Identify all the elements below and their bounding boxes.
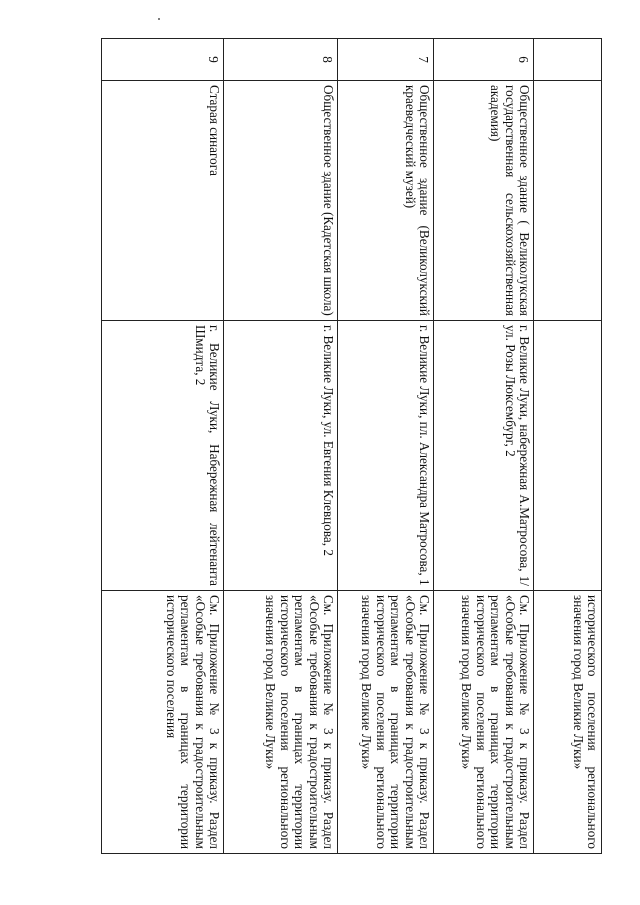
object-name <box>534 81 602 321</box>
row-number: 8 <box>224 39 338 81</box>
scan-speck <box>158 18 160 20</box>
object-name: Старая синагога <box>102 81 224 321</box>
object-requirements: См. Приложение № 3 к приказу. Раздел «Особые требования к градостроительным регламентам в границах территории исторического поселения <box>102 591 224 854</box>
object-address: г. Великие Луки, Набережная лейтенанта Шмидта, 2 <box>102 321 224 591</box>
rotated-table-container <box>102 38 602 853</box>
object-name: Общественное здание ( Великолукская государственная сельскохозяйственная академия) <box>434 81 534 321</box>
table-row <box>102 39 224 854</box>
table-row <box>534 39 602 854</box>
object-requirements: См. Приложение № 3 к приказу. Раздел «Особые требования к градостроительным регламентам в границах территории исторического поселения регионального значения город Великие Луки» <box>224 591 338 854</box>
object-requirements: исторического поселения регионального значения город Великие Луки» <box>534 591 602 854</box>
object-address <box>534 321 602 591</box>
table-row <box>224 39 338 854</box>
row-number <box>534 39 602 81</box>
monuments-table <box>101 38 602 854</box>
object-requirements: См. Приложение № 3 к приказу. Раздел «Особые требования к градостроительным регламентам в границах территории исторического поселения регионального значения город Великие Луки» <box>434 591 534 854</box>
row-number: 6 <box>434 39 534 81</box>
object-address: г. Великие Луки, набережная А.Матросова, 1/ ул. Розы Люксембург, 2 <box>434 321 534 591</box>
object-address: г. Великие Луки, пл. Александра Матросова, 1 <box>338 321 434 591</box>
object-name: Общественное здание (Кадетская школа) <box>224 81 338 321</box>
object-address: г. Великие Луки, ул. Евгения Клевцова, 2 <box>224 321 338 591</box>
table-row <box>434 39 534 854</box>
table-row <box>338 39 434 854</box>
row-number: 9 <box>102 39 224 81</box>
object-name: Общественное здание (Великолукский краеведческий музей) <box>338 81 434 321</box>
object-requirements: См. Приложение № 3 к приказу. Раздел «Особые требования к градостроительным регламентам в границах территории исторического поселения регионального значения город Великие Луки» <box>338 591 434 854</box>
row-number: 7 <box>338 39 434 81</box>
